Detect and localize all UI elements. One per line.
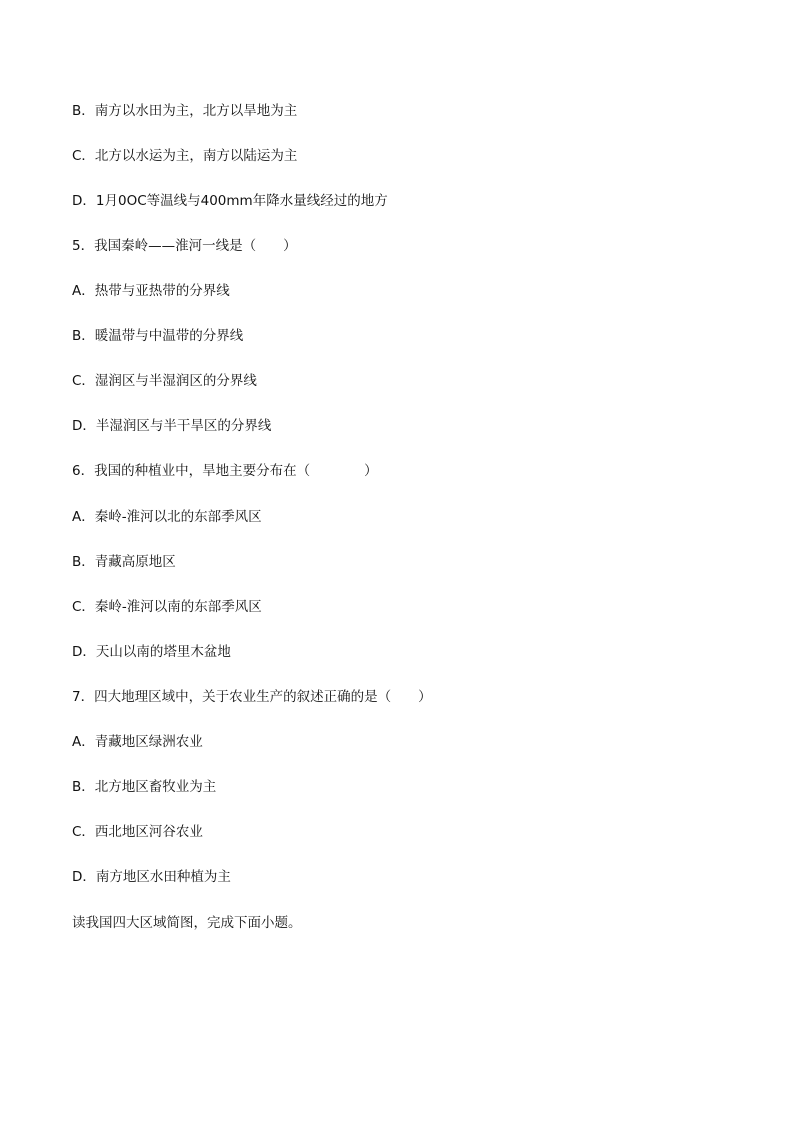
option-a-q5: A．热带与亚热带的分界线 (72, 283, 230, 299)
option-b-q4: B．南方以水田为主，北方以旱地为主 (72, 103, 298, 119)
option-b-q7: B．北方地区畜牧业为主 (72, 779, 217, 795)
option-d-q7: D．南方地区水田种植为主 (72, 869, 231, 885)
option-c-q4: C．北方以水运为主，南方以陆运为主 (72, 148, 298, 164)
option-c-q5: C．湿润区与半湿润区的分界线 (72, 373, 257, 389)
option-d-q5: D．半湿润区与半干旱区的分界线 (72, 418, 272, 434)
question-7: 7．四大地理区域中，关于农业生产的叙述正确的是（ ） (72, 689, 432, 705)
question-5: 5．我国秦岭——淮河一线是（ ） (72, 238, 297, 254)
question-6: 6．我国的种植业中，旱地主要分布在（ ） (72, 463, 378, 479)
instruction-text: 读我国四大区域简图，完成下面小题。 (72, 915, 302, 931)
option-c-q6: C．秦岭-淮河以南的东部季风区 (72, 599, 262, 615)
option-d-q4: D．1月0OC等温线与400mm年降水量线经过的地方 (72, 193, 388, 209)
option-b-q6: B．青藏高原地区 (72, 554, 176, 570)
option-a-q6: A．秦岭-淮河以北的东部季风区 (72, 509, 262, 525)
option-b-q5: B．暖温带与中温带的分界线 (72, 328, 244, 344)
option-d-q6: D．天山以南的塔里木盆地 (72, 644, 231, 660)
option-a-q7: A．青藏地区绿洲农业 (72, 734, 203, 750)
option-c-q7: C．西北地区河谷农业 (72, 824, 203, 840)
